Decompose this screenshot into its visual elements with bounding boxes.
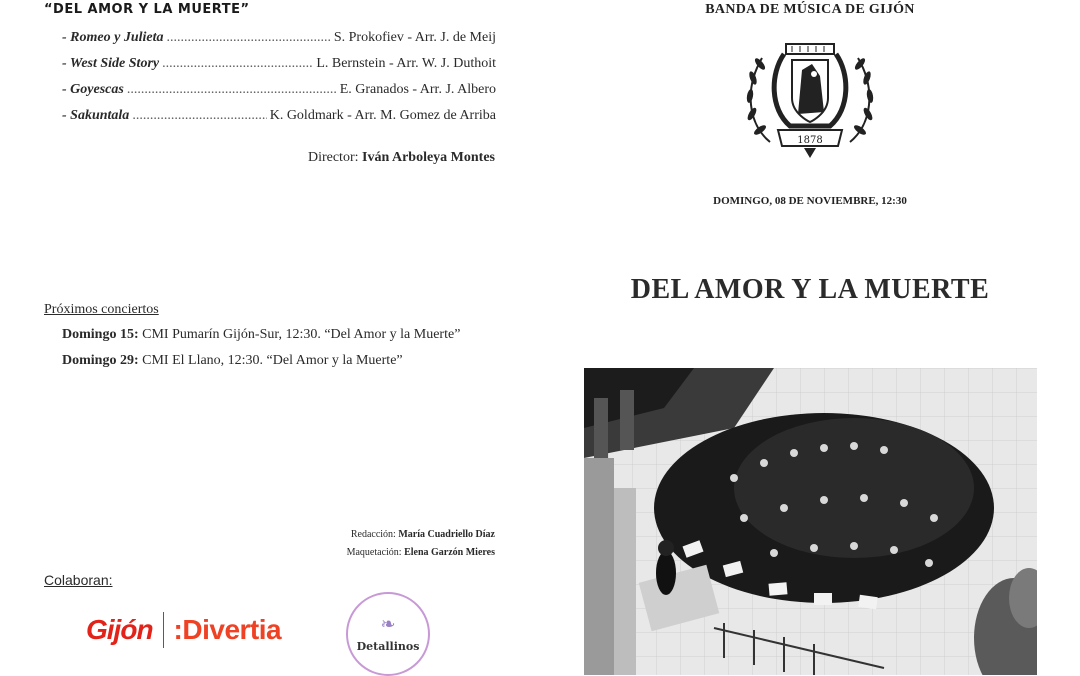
leader-dots	[132, 108, 266, 124]
band-name: BANDA DE MÚSICA DE GIJÓN	[705, 2, 915, 17]
work-composer: K. Goldmark - Arr. M. Gomez de Arriba	[269, 108, 496, 123]
work-title: Sakuntala	[70, 108, 130, 123]
program-item-romeo: - Romeo y Julieta ..... S. Prokofiev - Arr. J. de Meij	[62, 30, 496, 56]
credit-maquetacion: Maquetación: Elena Garzón Mieres	[346, 547, 495, 558]
emblem-year: 1878	[797, 135, 823, 146]
work-title: Romeo y Julieta	[70, 30, 164, 45]
detallinos-mark-icon: ❧	[380, 613, 396, 635]
concert-date: DOMINGO, 08 DE NOVIEMBRE, 12:30	[713, 195, 907, 207]
band-performance-photo	[584, 368, 1037, 675]
work-composer: E. Granados - Arr. J. Albero	[339, 82, 496, 97]
detallinos-logo	[346, 592, 430, 676]
collaborators-title: Colaboran:	[44, 572, 113, 588]
leader-dots	[167, 30, 331, 46]
work-composer: S. Prokofiev - Arr. J. de Meij	[333, 30, 496, 45]
gijon-logo-text: Gijón	[86, 614, 153, 645]
concert-title: DEL AMOR Y LA MUERTE	[630, 274, 990, 305]
divertia-logo-text: :Divertia	[173, 614, 282, 645]
credit-redaccion: Redacción: María Cuadriello Díaz	[350, 529, 495, 540]
director-credit: Director: Iván Arboleya Montes	[307, 150, 495, 165]
director-name: Iván Arboleya Montes	[362, 150, 495, 165]
upcoming-concerts-title: Próximos conciertos	[44, 302, 159, 317]
program-item-sakuntala: - Sakuntala ..... K. Goldmark - Arr. M. Gomez de Arriba	[62, 108, 496, 134]
detallinos-logo-text: Detallinos	[356, 639, 420, 653]
program-item-goyescas: - Goyescas ..... E. Granados - Arr. J. Albero	[62, 82, 496, 108]
leader-dots	[162, 56, 313, 72]
program-item-west-side-story: - West Side Story ..... L. Bernstein - Arr. W. J. Duthoit	[62, 56, 496, 82]
upcoming-concert-item: Domingo 29: CMI El Llano, 12:30. “Del Amor y la Muerte”	[62, 353, 403, 368]
credits	[347, 526, 495, 562]
band-emblem-icon	[740, 34, 880, 162]
program-title: “DEL AMOR Y LA MUERTE”	[44, 2, 250, 17]
leader-dots	[127, 82, 337, 98]
upcoming-concert-item: Domingo 15: CMI Pumarín Gijón-Sur, 12:30. “Del Amor y la Muerte”	[62, 327, 461, 342]
program-list	[62, 30, 496, 134]
work-title: Goyescas	[70, 82, 124, 97]
gijon-divertia-logo	[86, 612, 281, 648]
logo-divider	[163, 612, 164, 648]
work-composer: L. Bernstein - Arr. W. J. Duthoit	[316, 56, 496, 71]
work-title: West Side Story	[69, 56, 160, 71]
